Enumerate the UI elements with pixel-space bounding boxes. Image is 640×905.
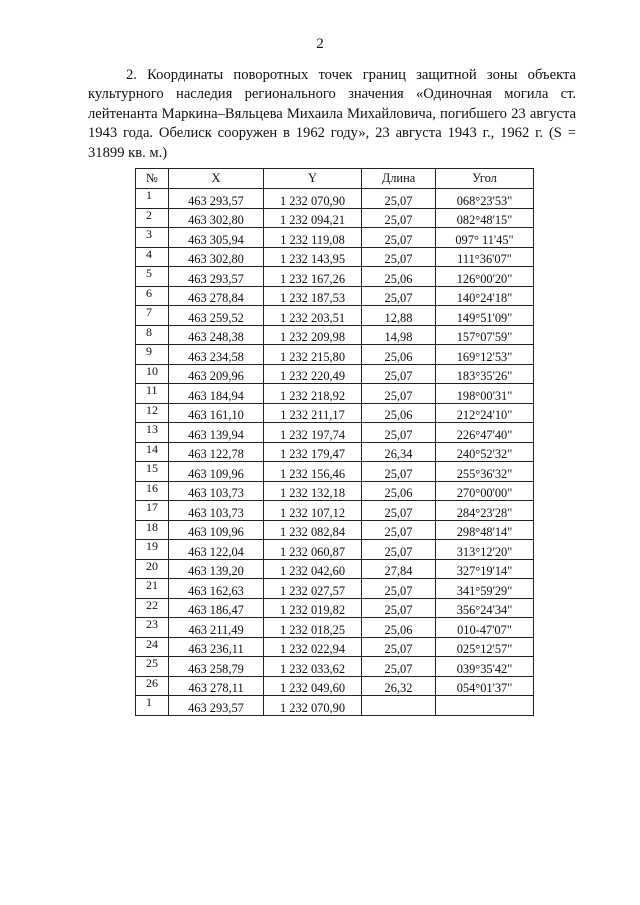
table-row bbox=[136, 520, 534, 540]
cell-y: 1 232 209,98 bbox=[264, 325, 362, 345]
cell-length: 14,98 bbox=[362, 325, 436, 345]
cell-y: 1 232 132,18 bbox=[264, 481, 362, 501]
cell-angle bbox=[436, 696, 534, 716]
cell-number: 1 bbox=[136, 696, 169, 716]
cell-angle: 298°48'14" bbox=[436, 520, 534, 540]
cell-length: 25,07 bbox=[362, 657, 436, 677]
cell-y: 1 232 070,90 bbox=[264, 189, 362, 209]
cell-y: 1 232 220,49 bbox=[264, 364, 362, 384]
cell-x: 463 209,96 bbox=[169, 364, 264, 384]
cell-angle: 097° 11'45" bbox=[436, 228, 534, 248]
cell-number: 26 bbox=[136, 676, 169, 696]
table-row bbox=[136, 657, 534, 677]
cell-y: 1 232 179,47 bbox=[264, 442, 362, 462]
cell-length: 25,07 bbox=[362, 364, 436, 384]
table-row bbox=[136, 559, 534, 579]
cell-number: 3 bbox=[136, 228, 169, 248]
cell-x: 463 293,57 bbox=[169, 189, 264, 209]
header-length: Длина bbox=[362, 169, 436, 189]
cell-angle: 212°24'10" bbox=[436, 403, 534, 423]
cell-x: 463 234,58 bbox=[169, 345, 264, 365]
cell-number: 23 bbox=[136, 618, 169, 638]
cell-y: 1 232 197,74 bbox=[264, 423, 362, 443]
cell-y: 1 232 187,53 bbox=[264, 286, 362, 306]
cell-y: 1 232 042,60 bbox=[264, 559, 362, 579]
cell-y: 1 232 019,82 bbox=[264, 598, 362, 618]
header-number: № bbox=[136, 169, 169, 189]
table-row bbox=[136, 540, 534, 560]
table-row bbox=[136, 286, 534, 306]
cell-length: 25,07 bbox=[362, 540, 436, 560]
cell-x: 463 258,79 bbox=[169, 657, 264, 677]
cell-length: 25,06 bbox=[362, 267, 436, 287]
cell-angle: 140°24'18" bbox=[436, 286, 534, 306]
cell-length: 25,06 bbox=[362, 403, 436, 423]
cell-length bbox=[362, 696, 436, 716]
table-row bbox=[136, 423, 534, 443]
cell-x: 463 248,38 bbox=[169, 325, 264, 345]
cell-x: 463 236,11 bbox=[169, 637, 264, 657]
cell-angle: 039°35'42" bbox=[436, 657, 534, 677]
cell-y: 1 232 156,46 bbox=[264, 462, 362, 482]
cell-number: 22 bbox=[136, 598, 169, 618]
table-header-row bbox=[136, 169, 534, 189]
cell-x: 463 278,11 bbox=[169, 676, 264, 696]
cell-y: 1 232 211,17 bbox=[264, 403, 362, 423]
cell-number: 8 bbox=[136, 325, 169, 345]
table-row bbox=[136, 481, 534, 501]
cell-length: 26,32 bbox=[362, 676, 436, 696]
cell-y: 1 232 022,94 bbox=[264, 637, 362, 657]
cell-length: 25,07 bbox=[362, 286, 436, 306]
cell-angle: 327°19'14" bbox=[436, 559, 534, 579]
cell-length: 25,07 bbox=[362, 423, 436, 443]
cell-x: 463 186,47 bbox=[169, 598, 264, 618]
table-row bbox=[136, 325, 534, 345]
table-row bbox=[136, 208, 534, 228]
cell-length: 25,07 bbox=[362, 208, 436, 228]
table-row bbox=[136, 345, 534, 365]
cell-number: 14 bbox=[136, 442, 169, 462]
cell-angle: 341°59'29" bbox=[436, 579, 534, 599]
cell-angle: 284°23'28" bbox=[436, 501, 534, 521]
cell-x: 463 122,78 bbox=[169, 442, 264, 462]
cell-number: 20 bbox=[136, 559, 169, 579]
cell-number: 19 bbox=[136, 540, 169, 560]
cell-x: 463 259,52 bbox=[169, 306, 264, 326]
cell-x: 463 305,94 bbox=[169, 228, 264, 248]
cell-y: 1 232 167,26 bbox=[264, 267, 362, 287]
header-x: X bbox=[169, 169, 264, 189]
cell-x: 463 139,94 bbox=[169, 423, 264, 443]
cell-number: 2 bbox=[136, 208, 169, 228]
table-row bbox=[136, 306, 534, 326]
table-row bbox=[136, 637, 534, 657]
cell-number: 21 bbox=[136, 579, 169, 599]
cell-number: 6 bbox=[136, 286, 169, 306]
cell-number: 1 bbox=[136, 189, 169, 209]
table-row bbox=[136, 501, 534, 521]
cell-y: 1 232 119,08 bbox=[264, 228, 362, 248]
cell-number: 13 bbox=[136, 423, 169, 443]
cell-length: 25,06 bbox=[362, 618, 436, 638]
cell-angle: 157°07'59" bbox=[436, 325, 534, 345]
cell-angle: 169°12'53" bbox=[436, 345, 534, 365]
table-row bbox=[136, 598, 534, 618]
cell-length: 25,07 bbox=[362, 462, 436, 482]
cell-number: 7 bbox=[136, 306, 169, 326]
cell-angle: 240°52'32" bbox=[436, 442, 534, 462]
cell-x: 463 162,63 bbox=[169, 579, 264, 599]
cell-y: 1 232 107,12 bbox=[264, 501, 362, 521]
table-row bbox=[136, 364, 534, 384]
cell-y: 1 232 218,92 bbox=[264, 384, 362, 404]
cell-y: 1 232 060,87 bbox=[264, 540, 362, 560]
cell-number: 4 bbox=[136, 247, 169, 267]
cell-angle: 025°12'57" bbox=[436, 637, 534, 657]
page-number: 2 bbox=[316, 36, 324, 52]
cell-y: 1 232 082,84 bbox=[264, 520, 362, 540]
table-row bbox=[136, 579, 534, 599]
cell-length: 25,06 bbox=[362, 481, 436, 501]
cell-number: 17 bbox=[136, 501, 169, 521]
cell-number: 25 bbox=[136, 657, 169, 677]
cell-y: 1 232 033,62 bbox=[264, 657, 362, 677]
cell-x: 463 278,84 bbox=[169, 286, 264, 306]
cell-angle: 270°00'00" bbox=[436, 481, 534, 501]
table-row bbox=[136, 189, 534, 209]
cell-number: 18 bbox=[136, 520, 169, 540]
cell-angle: 183°35'26" bbox=[436, 364, 534, 384]
cell-x: 463 103,73 bbox=[169, 501, 264, 521]
cell-length: 25,07 bbox=[362, 247, 436, 267]
cell-x: 463 293,57 bbox=[169, 696, 264, 716]
cell-y: 1 232 070,90 bbox=[264, 696, 362, 716]
cell-number: 12 bbox=[136, 403, 169, 423]
table-body bbox=[136, 189, 534, 716]
cell-x: 463 302,80 bbox=[169, 208, 264, 228]
cell-angle: 111°36'07" bbox=[436, 247, 534, 267]
table-row bbox=[136, 267, 534, 287]
cell-number: 16 bbox=[136, 481, 169, 501]
cell-angle: 082°48'15" bbox=[436, 208, 534, 228]
cell-angle: 356°24'34" bbox=[436, 598, 534, 618]
cell-length: 25,07 bbox=[362, 501, 436, 521]
cell-angle: 149°51'09" bbox=[436, 306, 534, 326]
cell-number: 9 bbox=[136, 345, 169, 365]
cell-x: 463 211,49 bbox=[169, 618, 264, 638]
cell-number: 15 bbox=[136, 462, 169, 482]
table-row bbox=[136, 384, 534, 404]
cell-y: 1 232 049,60 bbox=[264, 676, 362, 696]
cell-x: 463 293,57 bbox=[169, 267, 264, 287]
coordinates-table bbox=[135, 168, 534, 716]
cell-x: 463 302,80 bbox=[169, 247, 264, 267]
cell-length: 25,07 bbox=[362, 228, 436, 248]
cell-angle: 226°47'40" bbox=[436, 423, 534, 443]
table-row bbox=[136, 618, 534, 638]
cell-y: 1 232 203,51 bbox=[264, 306, 362, 326]
cell-x: 463 109,96 bbox=[169, 462, 264, 482]
table-row bbox=[136, 676, 534, 696]
cell-length: 25,07 bbox=[362, 637, 436, 657]
table-row bbox=[136, 403, 534, 423]
cell-length: 12,88 bbox=[362, 306, 436, 326]
cell-x: 463 109,96 bbox=[169, 520, 264, 540]
cell-length: 25,07 bbox=[362, 579, 436, 599]
cell-x: 463 122,04 bbox=[169, 540, 264, 560]
cell-x: 463 184,94 bbox=[169, 384, 264, 404]
cell-y: 1 232 018,25 bbox=[264, 618, 362, 638]
cell-y: 1 232 094,21 bbox=[264, 208, 362, 228]
cell-x: 463 103,73 bbox=[169, 481, 264, 501]
cell-x: 463 161,10 bbox=[169, 403, 264, 423]
table-row bbox=[136, 228, 534, 248]
cell-x: 463 139,20 bbox=[169, 559, 264, 579]
cell-number: 24 bbox=[136, 637, 169, 657]
table-row bbox=[136, 247, 534, 267]
table-row bbox=[136, 462, 534, 482]
cell-angle: 255°36'32" bbox=[436, 462, 534, 482]
cell-angle: 198°00'31" bbox=[436, 384, 534, 404]
cell-length: 27,84 bbox=[362, 559, 436, 579]
cell-y: 1 232 215,80 bbox=[264, 345, 362, 365]
cell-angle: 313°12'20" bbox=[436, 540, 534, 560]
header-angle: Угол bbox=[436, 169, 534, 189]
cell-angle: 010-47'07" bbox=[436, 618, 534, 638]
cell-length: 26,34 bbox=[362, 442, 436, 462]
cell-y: 1 232 027,57 bbox=[264, 579, 362, 599]
cell-length: 25,07 bbox=[362, 189, 436, 209]
cell-number: 11 bbox=[136, 384, 169, 404]
cell-length: 25,07 bbox=[362, 384, 436, 404]
cell-angle: 054°01'37" bbox=[436, 676, 534, 696]
table-row bbox=[136, 696, 534, 716]
cell-y: 1 232 143,95 bbox=[264, 247, 362, 267]
cell-angle: 126°00'20" bbox=[436, 267, 534, 287]
table-row bbox=[136, 442, 534, 462]
coordinates-description: 2. Координаты поворотных точек границ защитной зоны объекта культурного наследия регионального значения «Одиночная могила ст. лейтенанта Маркина–Вяльцева Михаила Михайловича, погибшего 23 августа 1943 года. Обелиск сооружен в 1962 году», 23 августа 1943 г., 1962 г. (S = 31899 кв. м.) bbox=[88, 67, 576, 161]
cell-number: 10 bbox=[136, 364, 169, 384]
cell-length: 25,06 bbox=[362, 345, 436, 365]
cell-length: 25,07 bbox=[362, 598, 436, 618]
cell-number: 5 bbox=[136, 267, 169, 287]
cell-length: 25,07 bbox=[362, 520, 436, 540]
header-y: Y bbox=[264, 169, 362, 189]
cell-angle: 068°23'53" bbox=[436, 189, 534, 209]
